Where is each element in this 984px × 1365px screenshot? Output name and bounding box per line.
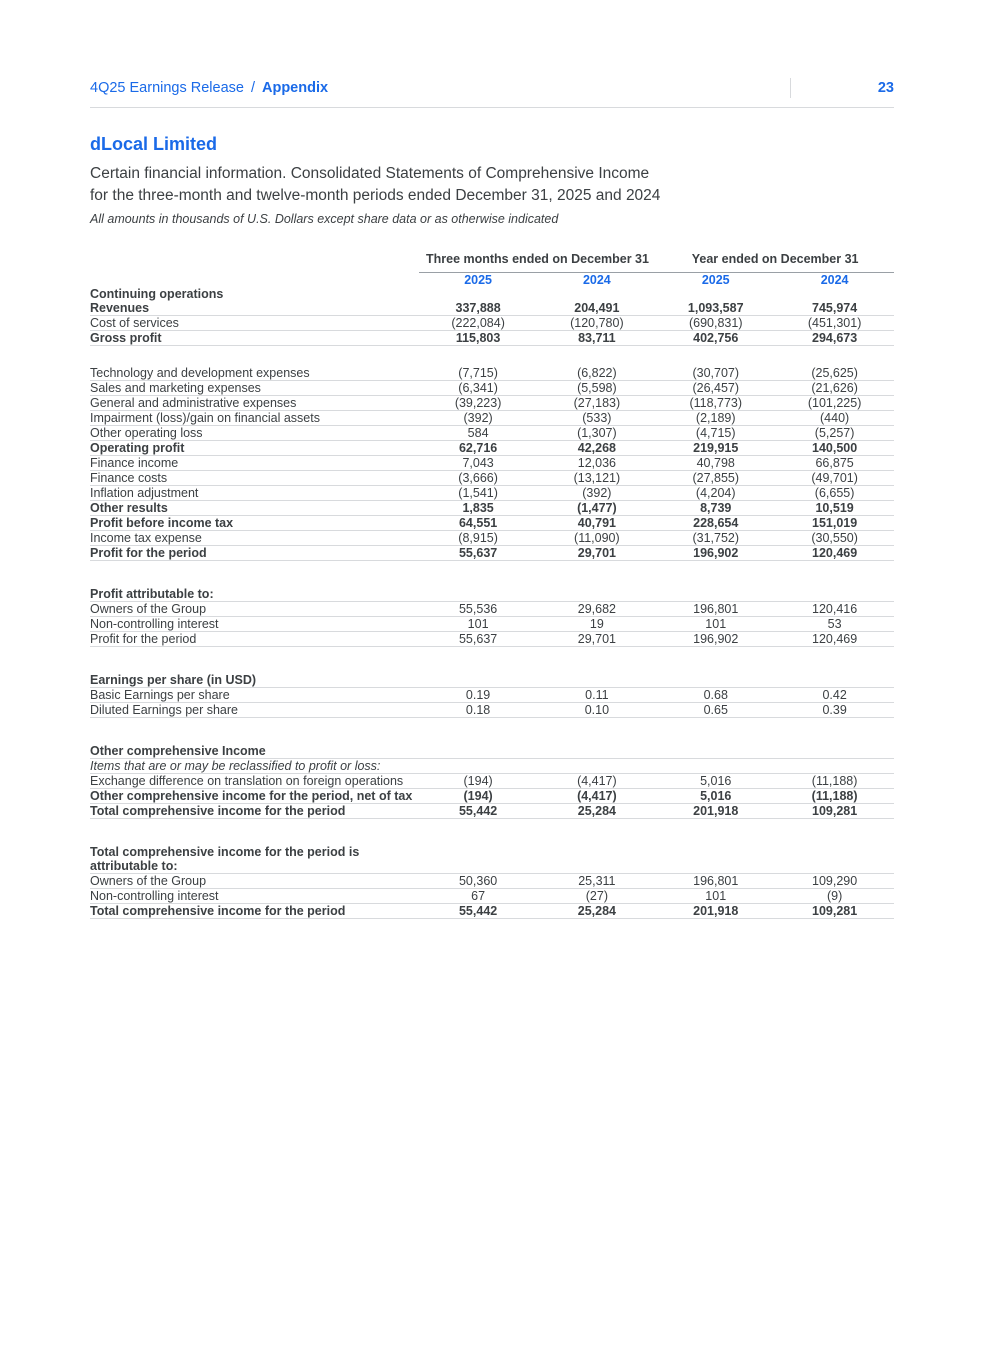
row-value [537,287,656,301]
table-row [90,441,894,456]
table-spacer-cell [90,346,894,367]
row-value: 140,500 [775,441,894,456]
row-value: 40,791 [537,516,656,531]
row-value: 0.68 [656,688,775,703]
row-value: (3,666) [419,471,538,486]
row-value: 228,654 [656,516,775,531]
row-value: 0.19 [419,688,538,703]
row-label: Other comprehensive Income [90,744,419,759]
row-value: (8,915) [419,531,538,546]
row-label: Other operating loss [90,426,419,441]
row-value: (440) [775,411,894,426]
table-row [90,531,894,546]
row-value: 29,701 [537,546,656,561]
row-value: 0.18 [419,703,538,718]
row-value: (194) [419,789,538,804]
table-row [90,587,894,602]
row-value [775,673,894,688]
row-value: 64,551 [419,516,538,531]
statement-title-line-1: Certain financial information. Consolidated Statements of Comprehensive Income [90,165,650,182]
row-value: (392) [419,411,538,426]
row-label: Owners of the Group [90,874,419,889]
row-label: Other comprehensive income for the period, net of tax [90,789,419,804]
row-value: (11,090) [537,531,656,546]
row-label: Diluted Earnings per share [90,703,419,718]
table-spacer-row [90,346,894,367]
table-row [90,471,894,486]
statement-title-line-2: for the three-month and twelve-month periods ended December 31, 2025 and 2024 [90,187,661,204]
row-value: 12,036 [537,456,656,471]
row-label: Non-controlling interest [90,617,419,632]
group-header-blank [90,252,419,273]
row-label: Total comprehensive income for the period is attributable to: [90,845,419,874]
table-row [90,331,894,346]
row-label: Profit for the period [90,632,419,647]
row-value: 196,902 [656,632,775,647]
row-value [419,744,538,759]
row-label: General and administrative expenses [90,396,419,411]
table-row [90,774,894,789]
row-value: 29,682 [537,602,656,617]
row-label: Total comprehensive income for the period [90,804,419,819]
group-header-year-label: Year ended on December 31 [656,252,894,273]
row-value [656,587,775,602]
row-value [775,845,894,874]
row-value: (1,541) [419,486,538,501]
row-value: 201,918 [656,904,775,919]
table-row [90,889,894,904]
row-value: 67 [419,889,538,904]
row-value: 109,281 [775,804,894,819]
row-value: 8,739 [656,501,775,516]
row-value: (30,707) [656,366,775,381]
row-value: (39,223) [419,396,538,411]
table-row [90,366,894,381]
row-value: (11,188) [775,774,894,789]
row-value: (49,701) [775,471,894,486]
row-value: (222,084) [419,316,538,331]
row-label: Cost of services [90,316,419,331]
group-header-three-months-label: Three months ended on December 31 [419,252,657,273]
table-spacer-row [90,647,894,674]
row-value: (101,225) [775,396,894,411]
row-value [537,845,656,874]
row-label: Gross profit [90,331,419,346]
row-label: Non-controlling interest [90,889,419,904]
row-value: (4,715) [656,426,775,441]
row-value: (27) [537,889,656,904]
page-number: 23 [790,78,894,98]
row-value: 55,536 [419,602,538,617]
year-header-y-2025: 2025 [701,273,730,287]
row-value [656,744,775,759]
row-value [656,759,775,774]
page-header [90,78,894,108]
row-value: 25,311 [537,874,656,889]
row-value: 101 [656,889,775,904]
row-label: Profit attributable to: [90,587,419,602]
table-row [90,789,894,804]
row-value: (1,477) [537,501,656,516]
table-body [90,287,894,919]
year-header-q-2024: 2024 [582,273,611,287]
breadcrumb-appendix: Appendix [262,80,329,96]
row-value: 115,803 [419,331,538,346]
row-value: (25,625) [775,366,894,381]
row-value: (31,752) [656,531,775,546]
row-value [537,673,656,688]
table-row [90,316,894,331]
table-row [90,845,894,874]
row-label: Income tax expense [90,531,419,546]
row-value: 55,637 [419,632,538,647]
table-row [90,456,894,471]
row-value: 745,974 [775,301,894,316]
table-row [90,874,894,889]
row-value: 10,519 [775,501,894,516]
row-value: 55,637 [419,546,538,561]
row-value: (9) [775,889,894,904]
row-value: 151,019 [775,516,894,531]
row-value: (6,655) [775,486,894,501]
row-value: (120,780) [537,316,656,331]
row-label: Continuing operations [90,287,224,301]
row-value: (30,550) [775,531,894,546]
row-label: Total comprehensive income for the period [90,904,419,919]
row-value: 120,469 [775,632,894,647]
row-value: (26,457) [656,381,775,396]
row-value: (5,598) [537,381,656,396]
table-row [90,411,894,426]
row-label: Items that are or may be reclassified to profit or loss: [90,759,419,774]
table-row [90,396,894,411]
row-value: 0.10 [537,703,656,718]
row-value: 196,801 [656,874,775,889]
table-row [90,804,894,819]
row-value: (392) [537,486,656,501]
row-value: 337,888 [419,301,538,316]
row-value: (118,773) [656,396,775,411]
row-label: Owners of the Group [90,602,419,617]
row-value: (21,626) [775,381,894,396]
row-value: (7,715) [419,366,538,381]
table-row [90,688,894,703]
row-value: 66,875 [775,456,894,471]
row-value: 25,284 [537,904,656,919]
year-header-y-2024: 2024 [820,273,849,287]
row-value [775,587,894,602]
breadcrumb-release: 4Q25 Earnings Release [90,80,244,96]
row-label: Other results [90,501,419,516]
row-value: 0.11 [537,688,656,703]
table-row [90,904,894,919]
row-value: 219,915 [656,441,775,456]
row-value: (6,341) [419,381,538,396]
row-value: (2,189) [656,411,775,426]
row-value: (6,822) [537,366,656,381]
table-row [90,426,894,441]
row-value: (11,188) [775,789,894,804]
row-value: 109,281 [775,904,894,919]
row-value: 50,360 [419,874,538,889]
year-header-q-2025: 2025 [464,273,492,287]
row-value: 402,756 [656,331,775,346]
table-row [90,301,894,316]
table-head [90,252,894,287]
row-label: Profit before income tax [90,516,419,531]
row-value: 0.65 [656,703,775,718]
year-header-row [90,273,894,287]
table-spacer-cell [90,819,894,846]
row-value: 101 [419,617,538,632]
units-note: All amounts in thousands of U.S. Dollars except share data or as otherwise indicated [90,212,559,226]
row-value [537,587,656,602]
table-row [90,602,894,617]
row-value [419,287,538,301]
row-value: (27,855) [656,471,775,486]
row-value: 0.39 [775,703,894,718]
row-value: (5,257) [775,426,894,441]
row-label: Finance costs [90,471,419,486]
table-row [90,381,894,396]
row-value: (1,307) [537,426,656,441]
group-header-year [656,252,894,273]
row-value: (451,301) [775,316,894,331]
row-value: (27,183) [537,396,656,411]
row-label: Inflation adjustment [90,486,419,501]
row-label: Profit for the period [90,546,419,561]
table-row [90,759,894,774]
row-value: 29,701 [537,632,656,647]
row-value [775,744,894,759]
row-value: 83,711 [537,331,656,346]
table-spacer-row [90,819,894,846]
row-label: Revenues [90,301,419,316]
row-label: Basic Earnings per share [90,688,419,703]
row-label: Finance income [90,456,419,471]
row-value [419,673,538,688]
row-value: (4,204) [656,486,775,501]
row-value: 55,442 [419,804,538,819]
table-row [90,617,894,632]
row-value: 5,016 [656,774,775,789]
row-value: (690,831) [656,316,775,331]
table-spacer-cell [90,647,894,674]
row-value: 201,918 [656,804,775,819]
row-value: 196,801 [656,602,775,617]
row-value [775,287,894,301]
row-value: 120,416 [775,602,894,617]
row-value [419,845,538,874]
row-value: 19 [537,617,656,632]
table-row [90,703,894,718]
row-label: Exchange difference on translation on foreign operations [90,774,419,789]
group-header-three-months [419,252,657,273]
company-name: dLocal Limited [90,134,218,154]
year-header-blank [90,273,419,287]
table-row [90,501,894,516]
row-value: 40,798 [656,456,775,471]
row-value: 53 [775,617,894,632]
row-value: (4,417) [537,789,656,804]
row-label: Technology and development expenses [90,366,419,381]
row-value: 62,716 [419,441,538,456]
row-value: 204,491 [537,301,656,316]
table-row [90,546,894,561]
group-header-row [90,252,894,273]
row-value: (533) [537,411,656,426]
row-value: 109,290 [775,874,894,889]
financial-table [90,252,894,919]
table-spacer-cell [90,561,894,588]
row-value [656,845,775,874]
row-label: Operating profit [90,441,419,456]
row-value [656,673,775,688]
row-value [775,759,894,774]
row-value [419,759,538,774]
row-value: 25,284 [537,804,656,819]
table-spacer-row [90,718,894,745]
row-value: 196,902 [656,546,775,561]
breadcrumb-separator: / [250,80,255,96]
row-label: Earnings per share (in USD) [90,673,419,688]
table-row [90,516,894,531]
table-spacer-cell [90,718,894,745]
table-row [90,744,894,759]
row-value [419,587,538,602]
row-value: 55,442 [419,904,538,919]
row-value: (194) [419,774,538,789]
row-value: 5,016 [656,789,775,804]
row-value: (4,417) [537,774,656,789]
row-value [537,759,656,774]
row-value [656,287,775,301]
row-value: 0.42 [775,688,894,703]
table-row [90,632,894,647]
row-value: 1,093,587 [656,301,775,316]
table-row [90,287,894,301]
row-label: Impairment (loss)/gain on financial assets [90,411,419,426]
table-row [90,486,894,501]
row-value: 294,673 [775,331,894,346]
row-label: Sales and marketing expenses [90,381,419,396]
row-value [537,744,656,759]
row-value: 42,268 [537,441,656,456]
row-value: 584 [419,426,538,441]
row-value: (13,121) [537,471,656,486]
row-value: 1,835 [419,501,538,516]
row-value: 7,043 [419,456,538,471]
row-value: 101 [656,617,775,632]
table-row [90,673,894,688]
row-value: 120,469 [775,546,894,561]
table-spacer-row [90,561,894,588]
